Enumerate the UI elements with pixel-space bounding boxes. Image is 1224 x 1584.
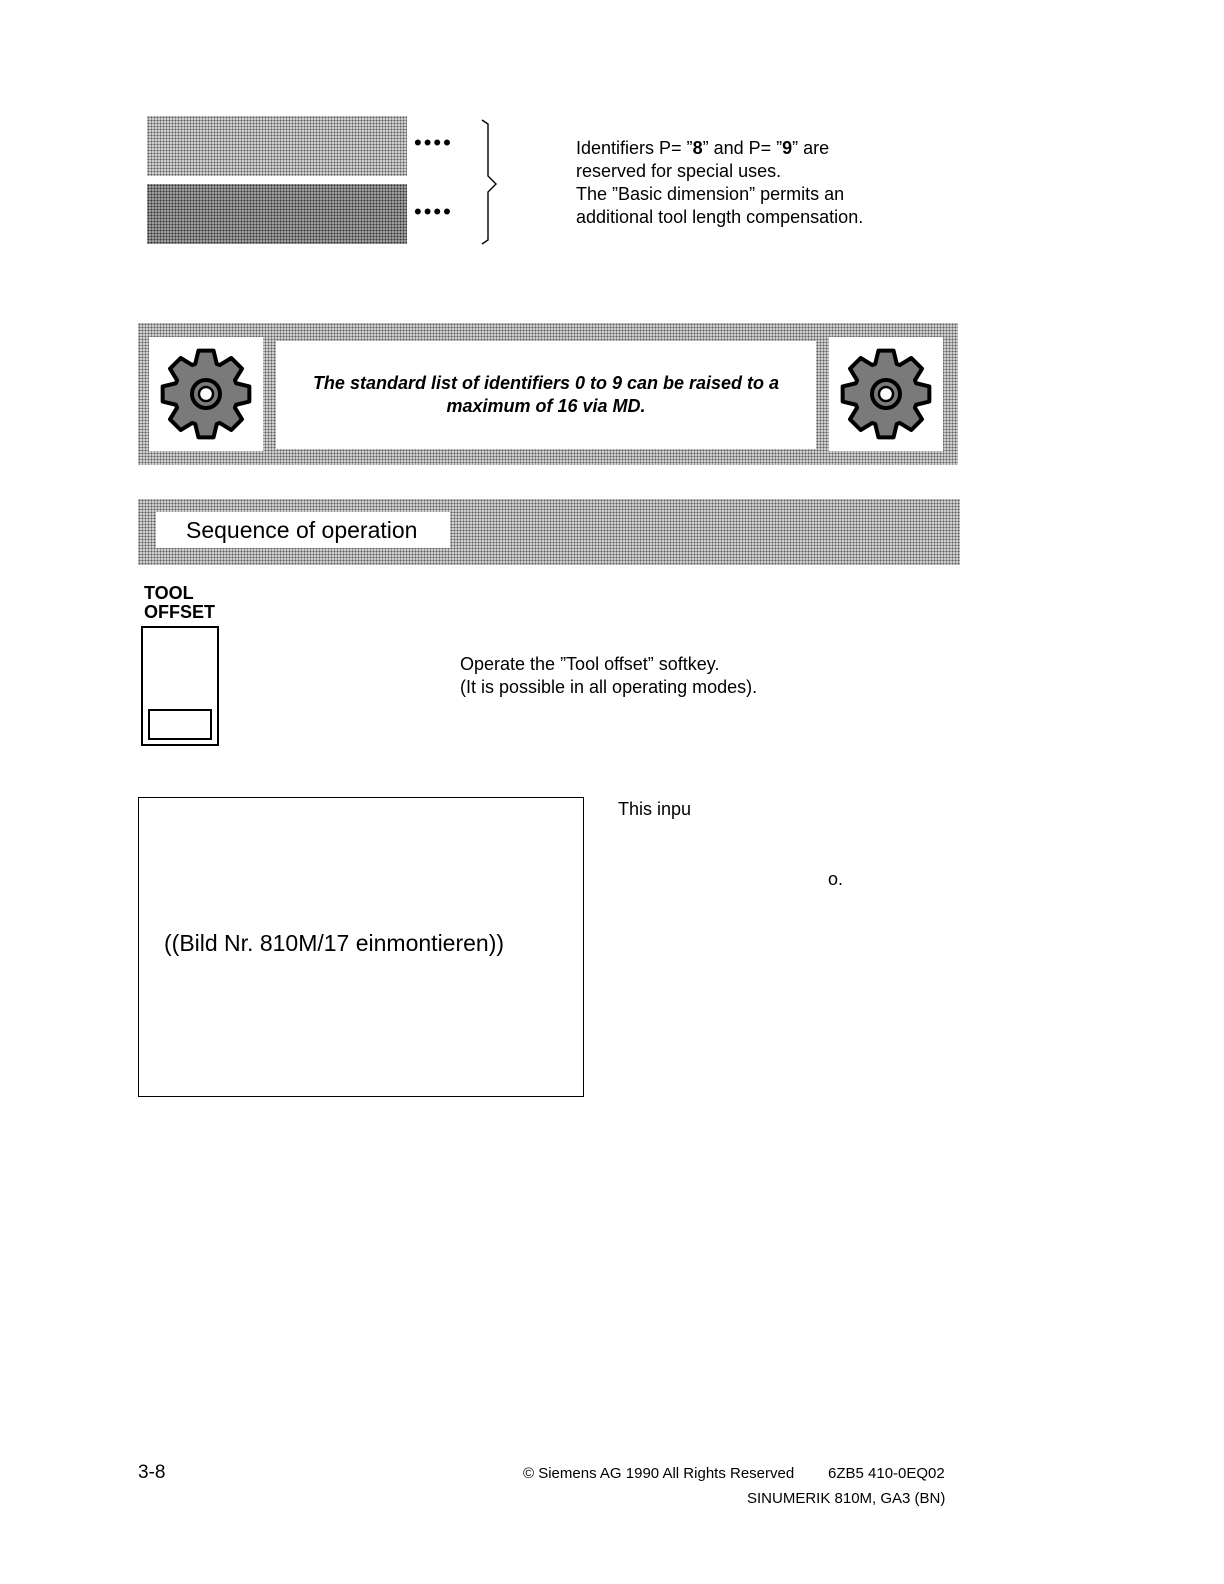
section-heading-label-box [156,512,450,548]
softkey-inner-key [148,709,212,740]
softkey-description-line2: (It is possible in all operating modes). [460,677,758,697]
identifier-note-line3: The ”Basic dimension” permits an [576,184,845,204]
footer-product: SINUMERIK 810M, GA3 (BN) [747,1490,946,1507]
figure-side-text-2: o. [828,869,844,889]
figure-placeholder-text: ((Bild Nr. 810M/17 einmontieren)) [164,930,505,956]
ellipsis-dots-1: •••• [414,130,453,155]
identifier-note-line2: reserved for special uses. [576,161,782,181]
identifier-note-line4: additional tool length compensation. [576,207,864,227]
gear-icon [156,344,256,444]
section-title: Sequence of operation [186,517,418,543]
tool-offset-softkey[interactable] [141,626,219,746]
softkey-description-line1: Operate the ”Tool offset” softkey. [460,654,720,674]
figure-side-text-1: This inpu [618,799,692,819]
info-box-line2: maximum of 16 via MD. [446,396,646,416]
ellipsis-dots-2: •••• [414,199,453,224]
figure-placeholder-box [138,797,584,1097]
info-box-text [276,341,816,449]
identifier-bar-2 [147,184,407,244]
footer-copyright: © Siemens AG 1990 All Rights Reserved [523,1465,795,1482]
footer-order-number: 6ZB5 410-0EQ02 [828,1465,945,1482]
softkey-label [144,584,215,622]
identifier-bar-1 [147,116,407,176]
gear-icon [836,344,936,444]
identifier-note [576,137,976,229]
identifier-note-line1: Identifiers P= ”8” and P= ”9” are [576,138,830,158]
softkey-label-line1: TOOL [144,583,194,603]
softkey-description [460,653,960,699]
info-box-left-icon-cell [149,337,263,451]
page-number: 3-8 [138,1462,166,1483]
info-box-line1: The standard list of identifiers 0 to 9 can be raised to a [312,373,780,393]
info-box-right-icon-cell [829,337,943,451]
softkey-label-line2: OFFSET [144,602,215,622]
brace-icon [478,118,502,246]
